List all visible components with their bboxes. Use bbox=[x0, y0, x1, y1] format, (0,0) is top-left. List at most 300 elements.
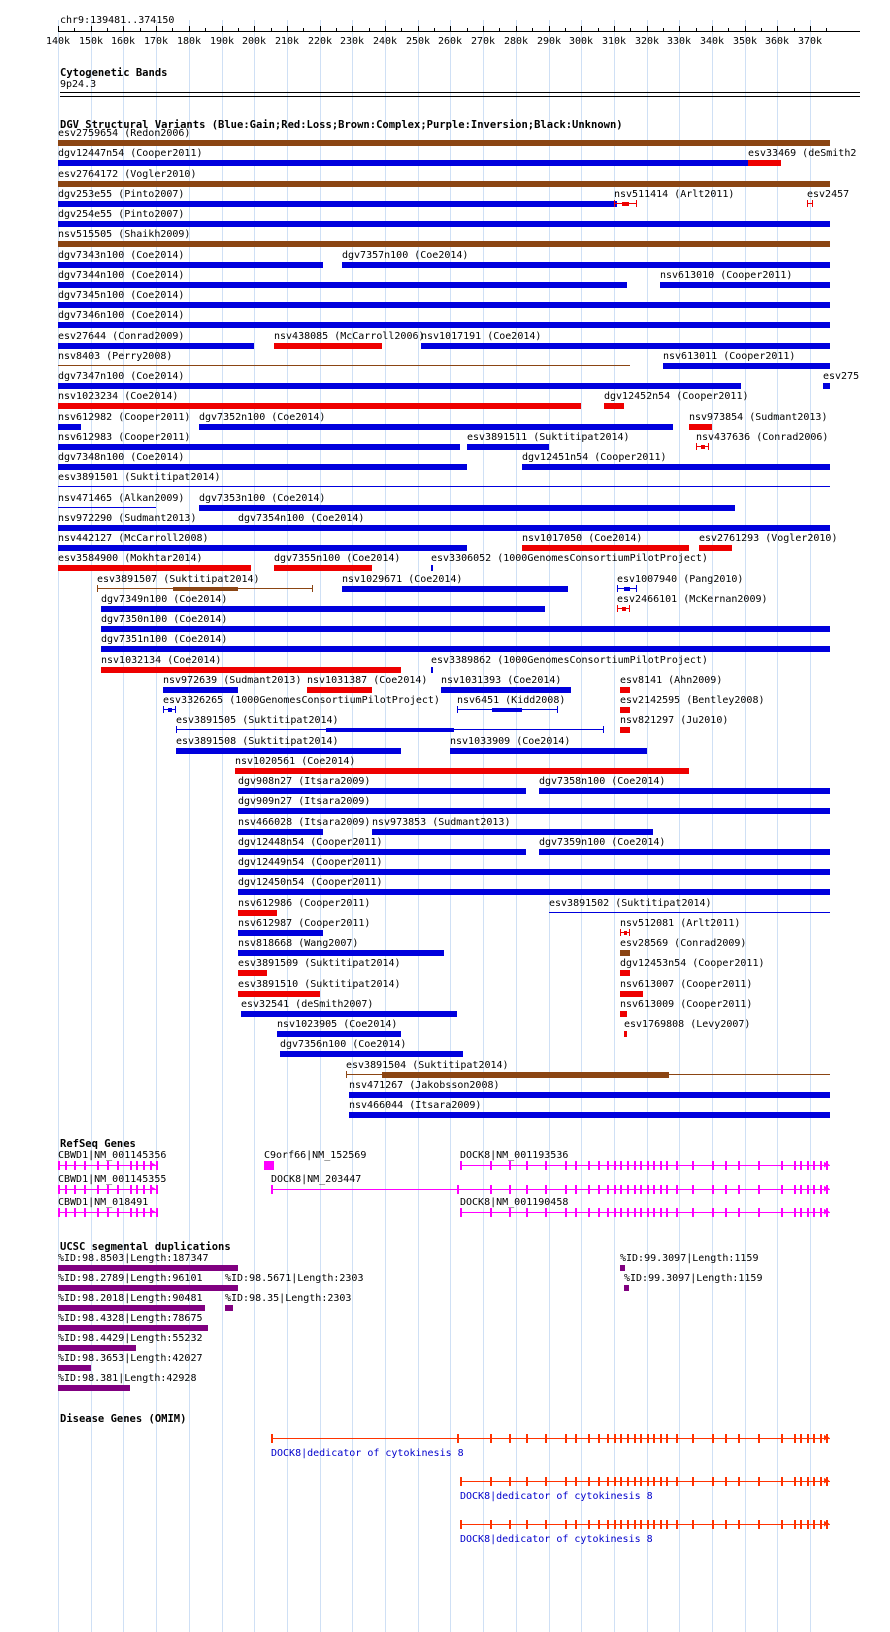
segdup-bar[interactable] bbox=[225, 1285, 233, 1291]
refseq-gene-intron-line[interactable] bbox=[271, 1189, 830, 1190]
refseq-gene-exon bbox=[117, 1185, 119, 1194]
refseq-gene-exon bbox=[666, 1161, 668, 1170]
dgv-feature-bar[interactable] bbox=[431, 565, 433, 571]
dgv-feature-label: dgv7354n100 (Coe2014) bbox=[238, 513, 365, 524]
ruler-tick bbox=[287, 26, 288, 31]
dgv-feature-label: dgv7345n100 (Coe2014) bbox=[58, 290, 185, 301]
omim-gene-exon bbox=[627, 1520, 629, 1529]
dgv-feature-bar[interactable] bbox=[431, 667, 433, 673]
dgv-feature-bar[interactable] bbox=[467, 444, 549, 450]
omim-gene-exon bbox=[820, 1434, 822, 1443]
omim-gene-exon bbox=[758, 1477, 760, 1486]
refseq-gene-label: CBWD1|NM_018491 bbox=[58, 1197, 149, 1208]
dgv-feature-bar[interactable] bbox=[823, 383, 830, 389]
omim-gene-exon bbox=[509, 1520, 511, 1529]
omim-gene-exon bbox=[634, 1477, 636, 1486]
refseq-gene-intron-line[interactable] bbox=[460, 1165, 830, 1166]
dgv-feature-label: dgv12448n54 (Cooper2011) bbox=[238, 837, 383, 848]
dgv-feature-line[interactable] bbox=[58, 486, 830, 487]
dgv-feature-bar[interactable] bbox=[58, 444, 460, 450]
omim-gene-exon bbox=[575, 1477, 577, 1486]
segdup-bar[interactable] bbox=[58, 1265, 238, 1271]
refseq-gene-exon bbox=[74, 1208, 76, 1217]
dgv-feature-bar[interactable] bbox=[539, 788, 830, 794]
dgv-feature-label: esv8141 (Ahn2009) bbox=[620, 675, 723, 686]
dgv-feature-bar[interactable] bbox=[58, 181, 830, 187]
refseq-gene-exon bbox=[614, 1208, 616, 1217]
omim-gene-exon bbox=[588, 1477, 590, 1486]
omim-gene-exon bbox=[620, 1477, 622, 1486]
refseq-gene-exon bbox=[781, 1161, 783, 1170]
omim-gene-exon bbox=[653, 1477, 655, 1486]
refseq-gene-exon bbox=[634, 1161, 636, 1170]
dgv-feature-bar[interactable] bbox=[349, 1112, 830, 1118]
refseq-gene-strand-arrow: ▶ bbox=[150, 1184, 156, 1194]
dgv-feature-label: nsv471465 (Alkan2009) bbox=[58, 493, 185, 504]
cytoband-line-top bbox=[60, 92, 860, 93]
dgv-feature-bar[interactable] bbox=[58, 424, 81, 430]
ruler-tick bbox=[156, 26, 157, 31]
refseq-gene-exon bbox=[457, 1185, 459, 1194]
dgv-feature-label: esv3891511 (Suktitipat2014) bbox=[467, 432, 630, 443]
dgv-feature-label: nsv1029671 (Coe2014) bbox=[342, 574, 463, 585]
dgv-feature-label: dgv7358n100 (Coe2014) bbox=[539, 776, 666, 787]
ruler-minor-tick bbox=[434, 28, 435, 31]
ruler-axis bbox=[58, 31, 860, 32]
ruler-tick bbox=[450, 26, 451, 31]
dgv-feature-bar[interactable] bbox=[748, 160, 781, 166]
dgv-feature-bar[interactable] bbox=[620, 727, 630, 733]
dgv-feature-bar[interactable] bbox=[101, 606, 545, 612]
dgv-feature-bar[interactable] bbox=[372, 829, 653, 835]
omim-gene-intron-line[interactable] bbox=[460, 1481, 830, 1482]
refseq-gene-exon bbox=[692, 1185, 694, 1194]
ruler-minor-tick bbox=[532, 28, 533, 31]
refseq-gene-exon bbox=[794, 1208, 796, 1217]
dgv-feature-label: dgv7344n100 (Coe2014) bbox=[58, 270, 185, 281]
dgv-feature-bar[interactable] bbox=[58, 201, 617, 207]
ruler-tick-label: 310k bbox=[601, 36, 627, 47]
dgv-feature-bar[interactable] bbox=[58, 241, 830, 247]
refseq-gene-exon bbox=[712, 1185, 714, 1194]
ruler-tick-label: 200k bbox=[241, 36, 267, 47]
refseq-gene-exon bbox=[598, 1185, 600, 1194]
omim-gene-exon bbox=[457, 1434, 459, 1443]
omim-gene-exon bbox=[725, 1520, 727, 1529]
segdup-label: %ID:98.8503|Length:187347 bbox=[58, 1253, 209, 1264]
refseq-gene-exon bbox=[565, 1208, 567, 1217]
omim-gene-exon bbox=[598, 1520, 600, 1529]
dgv-feature-label: dgv7349n100 (Coe2014) bbox=[101, 594, 228, 605]
dgv-feature-bar[interactable] bbox=[238, 970, 267, 976]
dgv-feature-bar[interactable] bbox=[58, 565, 251, 571]
omim-gene-exon bbox=[509, 1434, 511, 1443]
refseq-gene-exon bbox=[575, 1161, 577, 1170]
refseq-gene-exon bbox=[74, 1185, 76, 1194]
dgv-feature-bar[interactable] bbox=[58, 322, 830, 328]
segdup-bar[interactable] bbox=[58, 1325, 208, 1331]
omim-gene-exon bbox=[738, 1477, 740, 1486]
omim-gene-exon bbox=[653, 1520, 655, 1529]
refseq-gene-exon bbox=[800, 1208, 802, 1217]
refseq-gene-exon bbox=[156, 1185, 158, 1194]
segdup-label: %ID:98.35|Length:2303 bbox=[225, 1293, 352, 1304]
dgv-feature-label: nsv1020561 (Coe2014) bbox=[235, 756, 356, 767]
omim-gene-exon bbox=[800, 1434, 802, 1443]
dgv-feature-core bbox=[168, 708, 172, 712]
ruler-minor-tick bbox=[565, 28, 566, 31]
omim-gene-exon bbox=[781, 1477, 783, 1486]
dgv-feature-core bbox=[326, 728, 454, 732]
refseq-gene-exon bbox=[620, 1208, 622, 1217]
refseq-gene-exon bbox=[653, 1185, 655, 1194]
cytoband-label[interactable]: 9p24.3 bbox=[60, 79, 97, 90]
dgv-feature-bar[interactable] bbox=[58, 403, 581, 409]
ruler-tick bbox=[58, 26, 59, 31]
ruler-tick bbox=[91, 26, 92, 31]
dgv-feature-bar[interactable] bbox=[689, 424, 712, 430]
dgv-feature-bar[interactable] bbox=[238, 788, 526, 794]
refseq-gene-exon bbox=[758, 1185, 760, 1194]
omim-gene-exon bbox=[640, 1434, 642, 1443]
dgv-feature-endcap bbox=[312, 585, 313, 592]
refseq-gene-exon bbox=[820, 1185, 822, 1194]
dgv-feature-bar[interactable] bbox=[58, 282, 627, 288]
dgv-feature-endcap bbox=[603, 726, 604, 733]
segdup-bar[interactable] bbox=[58, 1385, 130, 1391]
dgv-feature-bar[interactable] bbox=[280, 1051, 463, 1057]
omim-gene-intron-line[interactable] bbox=[460, 1524, 830, 1525]
dgv-feature-bar[interactable] bbox=[277, 1031, 401, 1037]
segdup-bar[interactable] bbox=[58, 1345, 136, 1351]
dgv-feature-label: nsv972639 (Sudmant2013) bbox=[163, 675, 302, 686]
dgv-feature-core bbox=[701, 445, 705, 449]
dgv-feature-bar[interactable] bbox=[238, 525, 830, 531]
omim-gene-exon bbox=[614, 1477, 616, 1486]
dgv-feature-label: esv3891509 (Suktitipat2014) bbox=[238, 958, 401, 969]
omim-gene-exon bbox=[781, 1434, 783, 1443]
dgv-feature-bar[interactable] bbox=[450, 748, 647, 754]
dgv-feature-label: esv1769808 (Levy2007) bbox=[624, 1019, 751, 1030]
ruler-tick-label: 220k bbox=[307, 36, 333, 47]
refseq-gene-exon bbox=[65, 1185, 67, 1194]
dgv-feature-bar[interactable] bbox=[620, 687, 630, 693]
dgv-feature-bar[interactable] bbox=[58, 221, 830, 227]
refseq-gene-exon bbox=[676, 1208, 678, 1217]
refseq-gene-exon bbox=[136, 1208, 138, 1217]
dgv-feature-label: dgv7356n100 (Coe2014) bbox=[280, 1039, 407, 1050]
dgv-feature-bar[interactable] bbox=[58, 160, 748, 166]
dgv-feature-bar[interactable] bbox=[307, 687, 372, 693]
dgv-feature-bar[interactable] bbox=[58, 302, 830, 308]
omim-gene-exon bbox=[666, 1520, 668, 1529]
omim-gene-intron-line[interactable] bbox=[271, 1438, 830, 1439]
omim-gene-exon bbox=[526, 1434, 528, 1443]
dgv-feature-bar[interactable] bbox=[699, 545, 732, 551]
ruler-minor-tick bbox=[598, 28, 599, 31]
segdup-bar[interactable] bbox=[624, 1285, 629, 1291]
dgv-feature-bar[interactable] bbox=[539, 849, 830, 855]
omim-gene-exon bbox=[807, 1477, 809, 1486]
dgv-feature-bar[interactable] bbox=[238, 991, 320, 997]
dgv-feature-label: esv2466101 (McKernan2009) bbox=[617, 594, 768, 605]
ruler-tick-label: 330k bbox=[666, 36, 692, 47]
dgv-feature-label: nsv1023234 (Coe2014) bbox=[58, 391, 179, 402]
dgv-track-title: DGV Structural Variants (Blue:Gain;Red:Loss;Brown:Complex;Purple:Inversion;Black:Unknown) bbox=[60, 119, 623, 131]
dgv-feature-bar[interactable] bbox=[238, 808, 830, 814]
dgv-feature-bar[interactable] bbox=[342, 262, 830, 268]
refseq-gene-exon bbox=[575, 1185, 577, 1194]
segdup-bar[interactable] bbox=[58, 1285, 238, 1291]
refseq-gene-exon bbox=[143, 1208, 145, 1217]
ruler-tick-label: 230k bbox=[339, 36, 365, 47]
refseq-gene-label: C9orf66|NM_152569 bbox=[264, 1150, 367, 1161]
refseq-gene-strand-arrow: ▶ bbox=[824, 1184, 830, 1194]
dgv-feature-label: esv28569 (Conrad2009) bbox=[620, 938, 747, 949]
ruler-minor-tick bbox=[369, 28, 370, 31]
refseq-gene-exon bbox=[647, 1161, 649, 1170]
dgv-feature-bar[interactable] bbox=[660, 282, 830, 288]
refseq-gene-exon bbox=[460, 1161, 462, 1170]
refseq-gene-exon bbox=[97, 1185, 99, 1194]
dgv-feature-endcap bbox=[629, 929, 630, 936]
dgv-feature-bar[interactable] bbox=[238, 829, 323, 835]
omim-gene-exon bbox=[794, 1434, 796, 1443]
dgv-feature-bar[interactable] bbox=[58, 545, 467, 551]
dgv-feature-label: esv3891502 (Suktitipat2014) bbox=[549, 898, 712, 909]
dgv-feature-bar[interactable] bbox=[235, 768, 689, 774]
dgv-feature-label: dgv12450n54 (Cooper2011) bbox=[238, 877, 383, 888]
dgv-feature-label: nsv442127 (McCarroll2008) bbox=[58, 533, 209, 544]
ruler-tick-label: 300k bbox=[568, 36, 594, 47]
dgv-feature-bar[interactable] bbox=[342, 586, 568, 592]
omim-gene-exon bbox=[575, 1434, 577, 1443]
dgv-feature-label: nsv511414 (Arlt2011) bbox=[614, 189, 735, 200]
dgv-feature-bar[interactable] bbox=[620, 707, 630, 713]
ruler-tick-label: 290k bbox=[536, 36, 562, 47]
refseq-gene-exon bbox=[627, 1161, 629, 1170]
omim-gene-label: DOCK8|dedicator of cytokinesis 8 bbox=[460, 1491, 653, 1502]
dgv-feature-bar[interactable] bbox=[522, 545, 689, 551]
refseq-gene-label: DOCK8|NM_203447 bbox=[271, 1174, 362, 1185]
dgv-feature-label: nsv612983 (Cooper2011) bbox=[58, 432, 191, 443]
omim-gene-exon bbox=[565, 1520, 567, 1529]
refseq-gene-exon bbox=[565, 1161, 567, 1170]
dgv-feature-bar[interactable] bbox=[199, 505, 735, 511]
dgv-feature-label: nsv613011 (Cooper2011) bbox=[663, 351, 796, 362]
dgv-feature-line[interactable] bbox=[58, 365, 630, 366]
ruler-tick-label: 340k bbox=[699, 36, 725, 47]
dgv-feature-label: esv3389862 (1000GenomesConsortiumPilotProject) bbox=[431, 655, 708, 666]
dgv-feature-bar[interactable] bbox=[238, 869, 830, 875]
dgv-feature-label: nsv1023905 (Coe2014) bbox=[277, 1019, 398, 1030]
ruler-tick bbox=[712, 26, 713, 31]
dgv-feature-bar[interactable] bbox=[163, 687, 238, 693]
dgv-feature-label: dgv7347n100 (Coe2014) bbox=[58, 371, 185, 382]
segdup-bar[interactable] bbox=[225, 1305, 233, 1311]
omim-gene-exon bbox=[575, 1520, 577, 1529]
dgv-feature-label: nsv1017050 (Coe2014) bbox=[522, 533, 643, 544]
omim-gene-exon bbox=[725, 1477, 727, 1486]
dgv-feature-label: dgv7346n100 (Coe2014) bbox=[58, 310, 185, 321]
dgv-feature-bar[interactable] bbox=[421, 343, 830, 349]
dgv-feature-bar[interactable] bbox=[620, 970, 630, 976]
dgv-feature-endcap bbox=[620, 929, 621, 936]
segdup-label: %ID:98.3653|Length:42027 bbox=[58, 1353, 203, 1364]
refseq-gene-exon bbox=[725, 1185, 727, 1194]
refseq-gene-exon bbox=[653, 1208, 655, 1217]
dgv-feature-line[interactable] bbox=[549, 912, 830, 913]
dgv-feature-label: dgv253e55 (Pinto2007) bbox=[58, 189, 185, 200]
ruler-tick bbox=[352, 26, 353, 31]
refseq-gene-exon bbox=[598, 1208, 600, 1217]
refseq-gene-exon bbox=[97, 1161, 99, 1170]
dgv-feature-label: nsv818668 (Wang2007) bbox=[238, 938, 359, 949]
dgv-feature-bar[interactable] bbox=[620, 950, 630, 956]
dgv-feature-endcap bbox=[557, 706, 558, 713]
refseq-gene-exon bbox=[813, 1208, 815, 1217]
dgv-feature-label: nsv512081 (Arlt2011) bbox=[620, 918, 741, 929]
ruler-tick bbox=[777, 26, 778, 31]
segdup-bar[interactable] bbox=[620, 1265, 625, 1271]
omim-gene-exon bbox=[712, 1520, 714, 1529]
refseq-gene-strand-arrow: ▶ bbox=[150, 1207, 156, 1217]
omim-gene-exon bbox=[565, 1477, 567, 1486]
refseq-gene-exon bbox=[666, 1208, 668, 1217]
omim-gene-exon bbox=[627, 1434, 629, 1443]
refseq-gene-strand-arrow: ▶ bbox=[824, 1207, 830, 1217]
dgv-feature-bar[interactable] bbox=[274, 565, 372, 571]
refseq-gene-exon bbox=[526, 1161, 528, 1170]
dgv-feature-endcap bbox=[812, 200, 813, 207]
ruler-tick bbox=[320, 26, 321, 31]
dgv-feature-bar[interactable] bbox=[101, 667, 401, 673]
dgv-feature-label: nsv973853 (Sudmant2013) bbox=[372, 817, 511, 828]
dgv-feature-bar[interactable] bbox=[238, 930, 323, 936]
ruler-tick bbox=[123, 26, 124, 31]
dgv-feature-label: esv32541 (deSmith2007) bbox=[241, 999, 374, 1010]
dgv-feature-bar[interactable] bbox=[58, 262, 323, 268]
ruler-minor-tick bbox=[663, 28, 664, 31]
omim-gene-exon bbox=[666, 1434, 668, 1443]
segdup-label: %ID:98.5671|Length:2303 bbox=[225, 1273, 364, 1284]
dgv-feature-bar[interactable] bbox=[58, 464, 467, 470]
dgv-feature-bar[interactable] bbox=[238, 849, 526, 855]
omim-gene-exon bbox=[271, 1434, 273, 1443]
omim-gene-exon bbox=[640, 1520, 642, 1529]
refseq-gene-exon bbox=[758, 1208, 760, 1217]
coordinate-label: chr9:139481..374150 bbox=[60, 15, 175, 26]
ruler-tick bbox=[614, 26, 615, 31]
dgv-feature-bar[interactable] bbox=[620, 991, 643, 997]
dgv-feature-label: nsv612986 (Cooper2011) bbox=[238, 898, 371, 909]
dgv-feature-bar[interactable] bbox=[241, 1011, 457, 1017]
dgv-feature-label: esv3891505 (Suktitipat2014) bbox=[176, 715, 339, 726]
refseq-gene-exon bbox=[545, 1185, 547, 1194]
omim-gene-exon bbox=[807, 1520, 809, 1529]
dgv-feature-bar[interactable] bbox=[199, 424, 673, 430]
refseq-gene-exon bbox=[607, 1208, 609, 1217]
segdup-label: %ID:98.2789|Length:96101 bbox=[58, 1273, 203, 1284]
dgv-feature-endcap bbox=[163, 706, 164, 713]
dgv-feature-bar[interactable] bbox=[274, 343, 382, 349]
ruler-minor-tick bbox=[630, 28, 631, 31]
ruler-minor-tick bbox=[107, 28, 108, 31]
segdup-bar[interactable] bbox=[58, 1305, 205, 1311]
dgv-feature-core bbox=[622, 202, 629, 206]
ruler-tick bbox=[647, 26, 648, 31]
refseq-gene-strand-arrow: ▶ bbox=[824, 1160, 830, 1170]
dgv-feature-line[interactable] bbox=[58, 507, 156, 508]
omim-gene-exon bbox=[647, 1477, 649, 1486]
ruler-tick-label: 360k bbox=[764, 36, 790, 47]
dgv-feature-bar[interactable] bbox=[620, 1011, 627, 1017]
refseq-gene-label: DOCK8|NM_001190458 bbox=[460, 1197, 569, 1208]
dgv-feature-label: dgv908n27 (Itsara2009) bbox=[238, 776, 371, 787]
dgv-feature-bar[interactable] bbox=[663, 363, 830, 369]
dgv-feature-label: nsv973854 (Sudmant2013) bbox=[689, 412, 828, 423]
dgv-feature-label: dgv909n27 (Itsara2009) bbox=[238, 796, 371, 807]
omim-gene-strand-arrow: ▶ bbox=[824, 1433, 830, 1443]
dgv-feature-bar[interactable] bbox=[101, 626, 830, 632]
omim-gene-exon bbox=[758, 1520, 760, 1529]
dgv-feature-label: nsv515505 (Shaikh2009) bbox=[58, 229, 191, 240]
dgv-feature-bar[interactable] bbox=[349, 1092, 830, 1098]
dgv-feature-bar[interactable] bbox=[441, 687, 571, 693]
ruler-tick bbox=[810, 26, 811, 31]
refseq-gene-exon bbox=[676, 1185, 678, 1194]
ruler-minor-tick bbox=[205, 28, 206, 31]
dgv-feature-bar[interactable] bbox=[58, 343, 254, 349]
refseq-gene-exon bbox=[794, 1161, 796, 1170]
dgv-feature-bar[interactable] bbox=[522, 464, 830, 470]
refseq-gene-exon bbox=[640, 1161, 642, 1170]
dgv-feature-label: esv3584900 (Mokhtar2014) bbox=[58, 553, 203, 564]
refseq-gene-exon bbox=[107, 1185, 109, 1194]
dgv-feature-bar[interactable] bbox=[238, 950, 444, 956]
segdup-bar[interactable] bbox=[58, 1365, 91, 1371]
dgv-feature-endcap bbox=[807, 200, 808, 207]
omim-gene-exon bbox=[607, 1477, 609, 1486]
refseq-gene-exon bbox=[692, 1208, 694, 1217]
refseq-gene-exon bbox=[647, 1185, 649, 1194]
refseq-gene-exon[interactable] bbox=[264, 1161, 274, 1170]
dgv-feature-bar[interactable] bbox=[604, 403, 624, 409]
refseq-gene-exon bbox=[800, 1185, 802, 1194]
dgv-feature-bar[interactable] bbox=[238, 910, 277, 916]
dgv-feature-bar[interactable] bbox=[58, 140, 830, 146]
omim-gene-exon bbox=[653, 1434, 655, 1443]
segdup-label: %ID:98.4429|Length:55232 bbox=[58, 1333, 203, 1344]
dgv-feature-bar[interactable] bbox=[176, 748, 401, 754]
refseq-gene-intron-line[interactable] bbox=[460, 1212, 830, 1213]
dgv-feature-bar[interactable] bbox=[101, 646, 830, 652]
refseq-gene-exon bbox=[575, 1208, 577, 1217]
omim-gene-label: DOCK8|dedicator of cytokinesis 8 bbox=[271, 1448, 464, 1459]
ruler-tick bbox=[679, 26, 680, 31]
refseq-gene-exon bbox=[84, 1161, 86, 1170]
cytoband-line-bottom bbox=[60, 96, 860, 97]
dgv-feature-bar[interactable] bbox=[624, 1031, 627, 1037]
refseq-gene-exon bbox=[130, 1185, 132, 1194]
refseq-gene-exon bbox=[565, 1185, 567, 1194]
omim-gene-exon bbox=[607, 1520, 609, 1529]
refseq-gene-exon bbox=[509, 1161, 511, 1170]
ruler-minor-tick bbox=[238, 28, 239, 31]
ruler-tick-label: 370k bbox=[797, 36, 823, 47]
dgv-feature-bar[interactable] bbox=[238, 889, 830, 895]
dgv-feature-bar[interactable] bbox=[58, 383, 741, 389]
